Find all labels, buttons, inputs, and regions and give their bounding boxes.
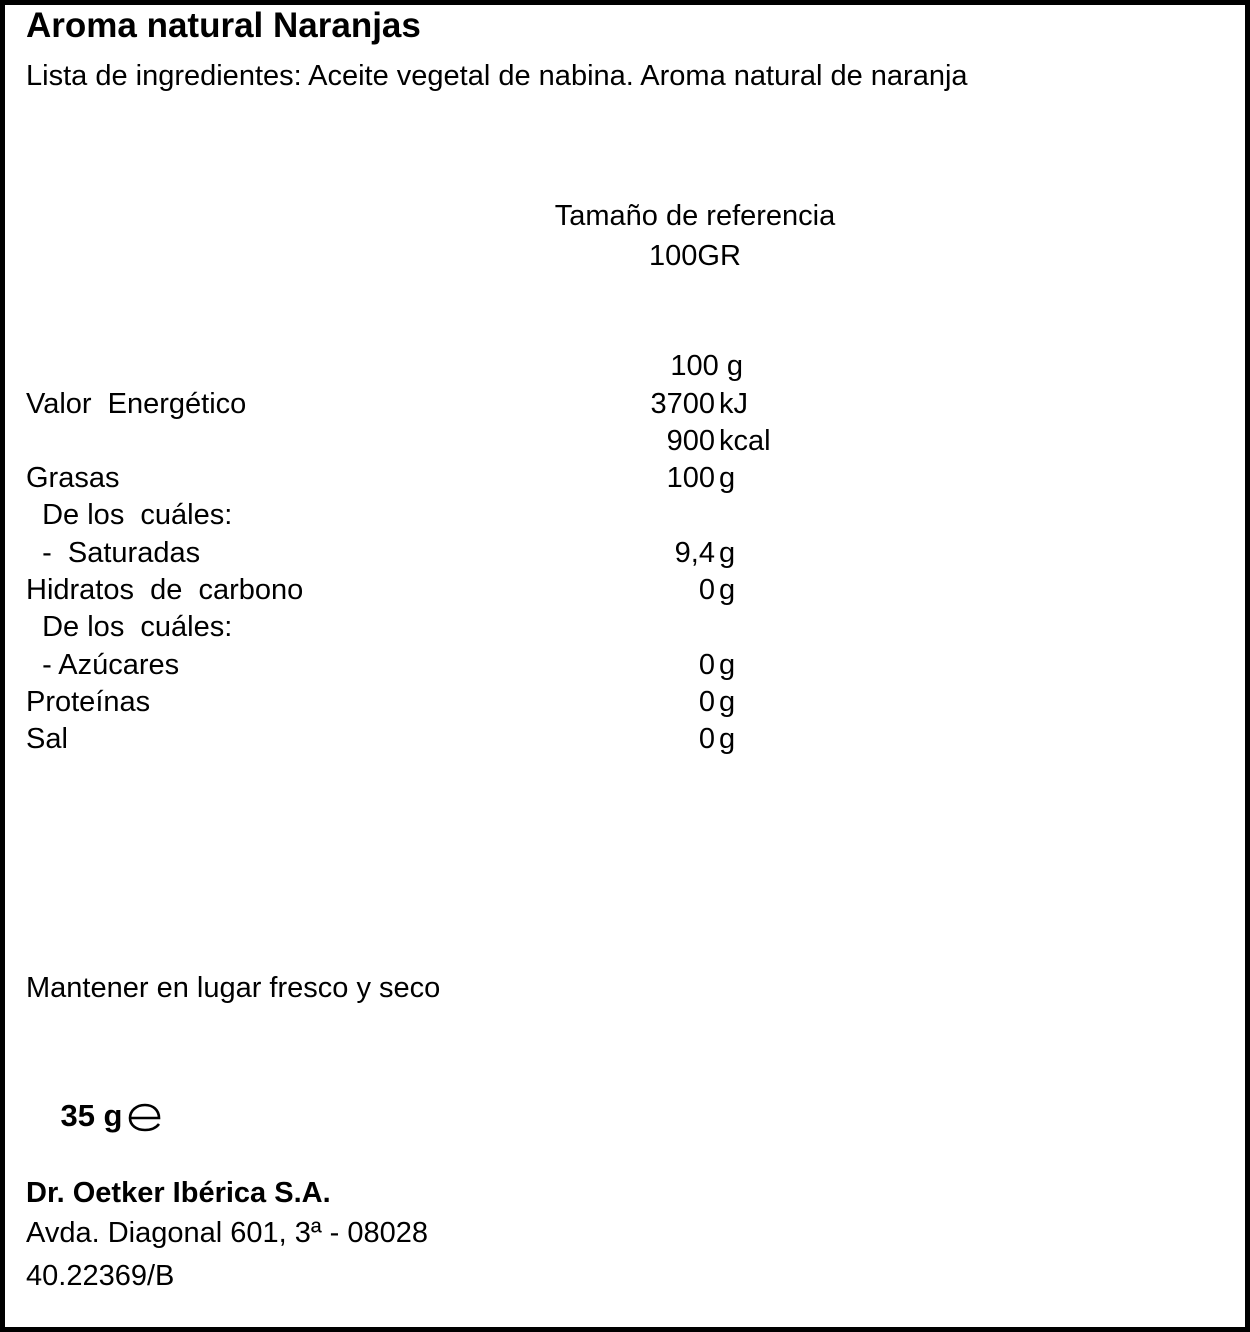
nutrition-amount: 100 [666, 462, 715, 494]
nutrition-label: De los cuáles: [26, 499, 233, 531]
nutrition-unit: kcal [719, 425, 771, 457]
product-title: Aroma natural Naranjas [26, 6, 421, 45]
nutrition-label: Valor Energético [26, 388, 247, 420]
nutrition-amount: 0 [698, 574, 715, 606]
storage-instructions: Mantener en lugar fresco y seco [26, 972, 441, 1004]
nutrition-label: Proteínas [26, 686, 151, 718]
ingredients-list: Lista de ingredientes: Aceite vegetal de nabina. Aroma natural de naranja [26, 60, 968, 92]
nutrition-amount: 3700 [650, 388, 715, 420]
reference-title: Tamaño de referencia [554, 200, 836, 232]
nutrition-amount: 9,4 [674, 537, 715, 569]
nutrition-unit: g [719, 686, 736, 718]
company-address: Avda. Diagonal 601, 3ª - 08028 [26, 1217, 428, 1249]
nutrition-amount: 0 [698, 723, 715, 755]
column-header: 100 g [670, 350, 743, 382]
nutrition-label: Hidratos de carbono [26, 574, 304, 606]
nutrition-amount: 0 [698, 686, 715, 718]
company-name: Dr. Oetker Ibérica S.A. [26, 1177, 331, 1209]
nutrition-label: De los cuáles: [26, 611, 233, 643]
reference-size: 100GR [649, 240, 741, 272]
net-weight-value: 35 g [60, 1098, 123, 1133]
registration-number: 40.22369/B [26, 1260, 175, 1292]
nutrition-unit: g [719, 462, 736, 494]
nutrition-amount: 900 [666, 425, 715, 457]
nutrition-unit: g [719, 649, 736, 681]
nutrition-label: - Saturadas [26, 537, 201, 569]
nutrition-unit: kJ [719, 388, 748, 420]
net-weight [26, 1056, 164, 1182]
e-mark-icon [126, 1102, 164, 1142]
nutrition-amount: 0 [698, 649, 715, 681]
nutrition-unit: g [719, 574, 736, 606]
nutrition-unit: g [719, 723, 736, 755]
nutrition-label: - Azúcares [26, 649, 180, 681]
nutrition-label: Grasas [26, 462, 120, 494]
nutrition-label: Sal [26, 723, 68, 755]
nutrition-unit: g [719, 537, 736, 569]
